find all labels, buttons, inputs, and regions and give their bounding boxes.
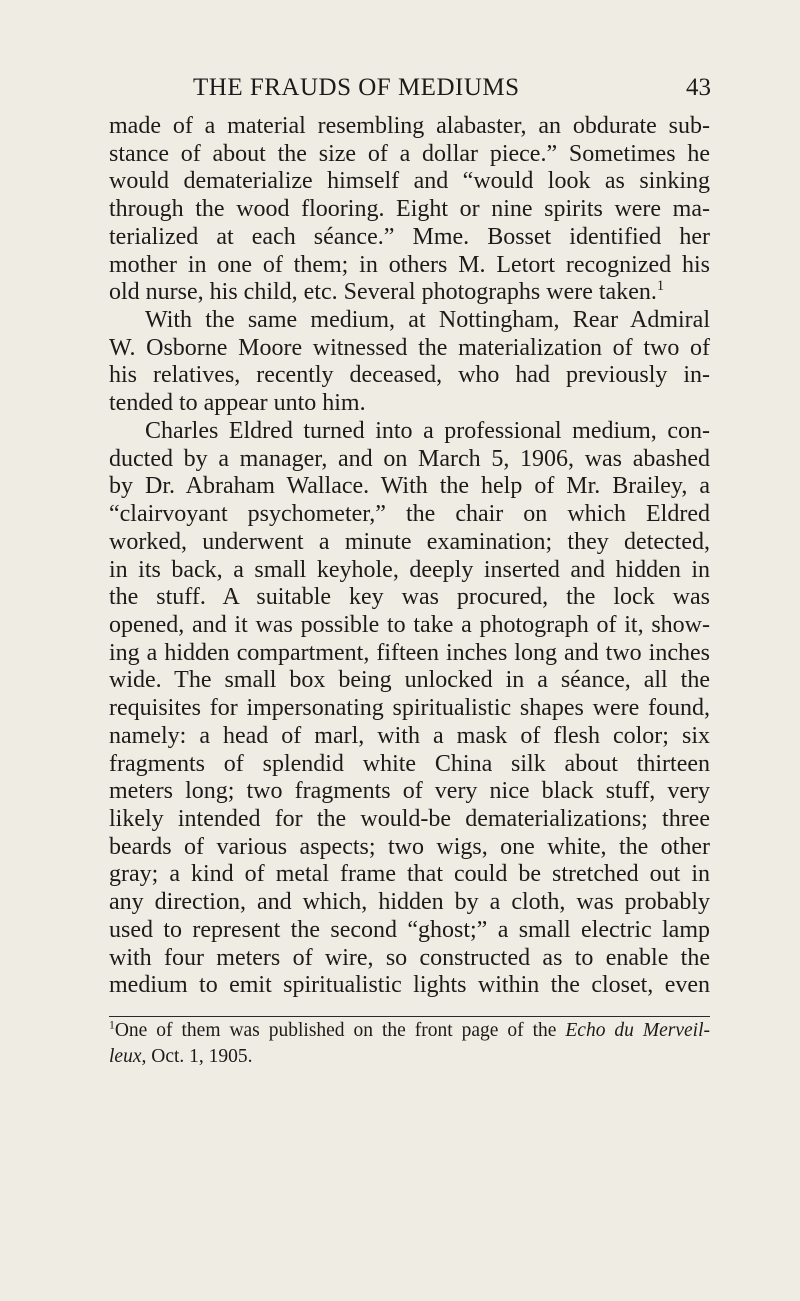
text-line: wide. The small box being unlocked in a séance, all the: [109, 667, 710, 694]
footnote-line: [109, 1018, 710, 1044]
text-line: meters long; two fragments of very nice black stuff, very: [109, 778, 710, 805]
text-line: worked, underwent a minute examination; they detected,: [109, 528, 710, 555]
text-line: With the same medium, at Nottingham, Rear Admiral: [145, 307, 710, 334]
text-line: tended to appear unto him.: [109, 390, 366, 417]
text-line: in its back, a small keyhole, deeply inserted and hidden in: [109, 556, 710, 583]
running-head: THE FRAUDS OF MEDIUMS: [193, 74, 520, 101]
text-line: made of a material resembling alabaster, an obdurate sub-: [109, 113, 710, 139]
text-line: fragments of splendid white China silk about thirteen: [109, 750, 710, 777]
footnote-line: [109, 1044, 710, 1070]
footnote-journal-title-cont: leux: [109, 1046, 142, 1067]
footnote-divider: [109, 1016, 710, 1017]
text-line: mother in one of them; in others M. Letort recognized his: [109, 251, 710, 278]
text-line: the stuff. A suitable key was procured, the lock was: [109, 584, 710, 611]
text-line: beards of various aspects; two wigs, one white, the other: [109, 833, 710, 860]
footnote-date: , Oct. 1, 1905.: [141, 1046, 253, 1067]
text-line-content: old nurse, his child, etc. Several photographs were taken.: [109, 279, 657, 306]
text-line: his relatives, recently deceased, who had previously in-: [109, 362, 710, 389]
body-text: [109, 113, 710, 1000]
text-line: would dematerialize himself and “would look as sinking: [109, 168, 710, 195]
text-line: terialized at each séance.” Mme. Bosset identified her: [109, 223, 710, 250]
text-line: gray; a kind of metal frame that could be stretched out in: [109, 861, 710, 888]
text-line: stance of about the size of a dollar piece.” Sometimes he: [109, 140, 710, 167]
text-line: through the wood flooring. Eight or nine spirits were ma-: [109, 196, 710, 223]
text-line: namely: a head of marl, with a mask of flesh color; six: [109, 722, 710, 749]
footnote-reference: 1: [656, 278, 665, 295]
footnote-text: One of them was published on the front page of the: [114, 1020, 566, 1041]
footnote-journal-title: Echo du Merveil-: [565, 1020, 710, 1041]
text-line: ducted by a manager, and on March 5, 1906, was abashed: [109, 445, 710, 472]
text-line: likely intended for the would-be dematerializations; three: [109, 805, 710, 832]
footnote: [109, 1018, 710, 1070]
text-line: by Dr. Abraham Wallace. With the help of Mr. Brailey, a: [109, 473, 710, 500]
text-line: Charles Eldred turned into a professional medium, con-: [145, 417, 710, 444]
text-line: medium to emit spiritualistic lights within the closet, even: [109, 972, 710, 999]
text-line: with four meters of wire, so constructed as to enable the: [109, 944, 710, 971]
text-line: requisites for impersonating spiritualistic shapes were found,: [109, 695, 710, 722]
text-line-with-footnote: [109, 279, 710, 307]
text-line: ing a hidden compartment, fifteen inches long and two inches: [109, 639, 710, 666]
text-line: W. Osborne Moore witnessed the materialization of two of: [109, 334, 710, 361]
page-number: 43: [686, 74, 711, 101]
footnote-marker: 1: [109, 1018, 115, 1032]
page-header: [0, 74, 800, 104]
text-line: used to represent the second “ghost;” a small electric lamp: [109, 916, 710, 943]
text-line: opened, and it was possible to take a photograph of it, show-: [109, 611, 710, 638]
text-line: “clairvoyant psychometer,” the chair on which Eldred: [109, 501, 710, 528]
text-line: any direction, and which, hidden by a cloth, was probably: [109, 889, 710, 916]
